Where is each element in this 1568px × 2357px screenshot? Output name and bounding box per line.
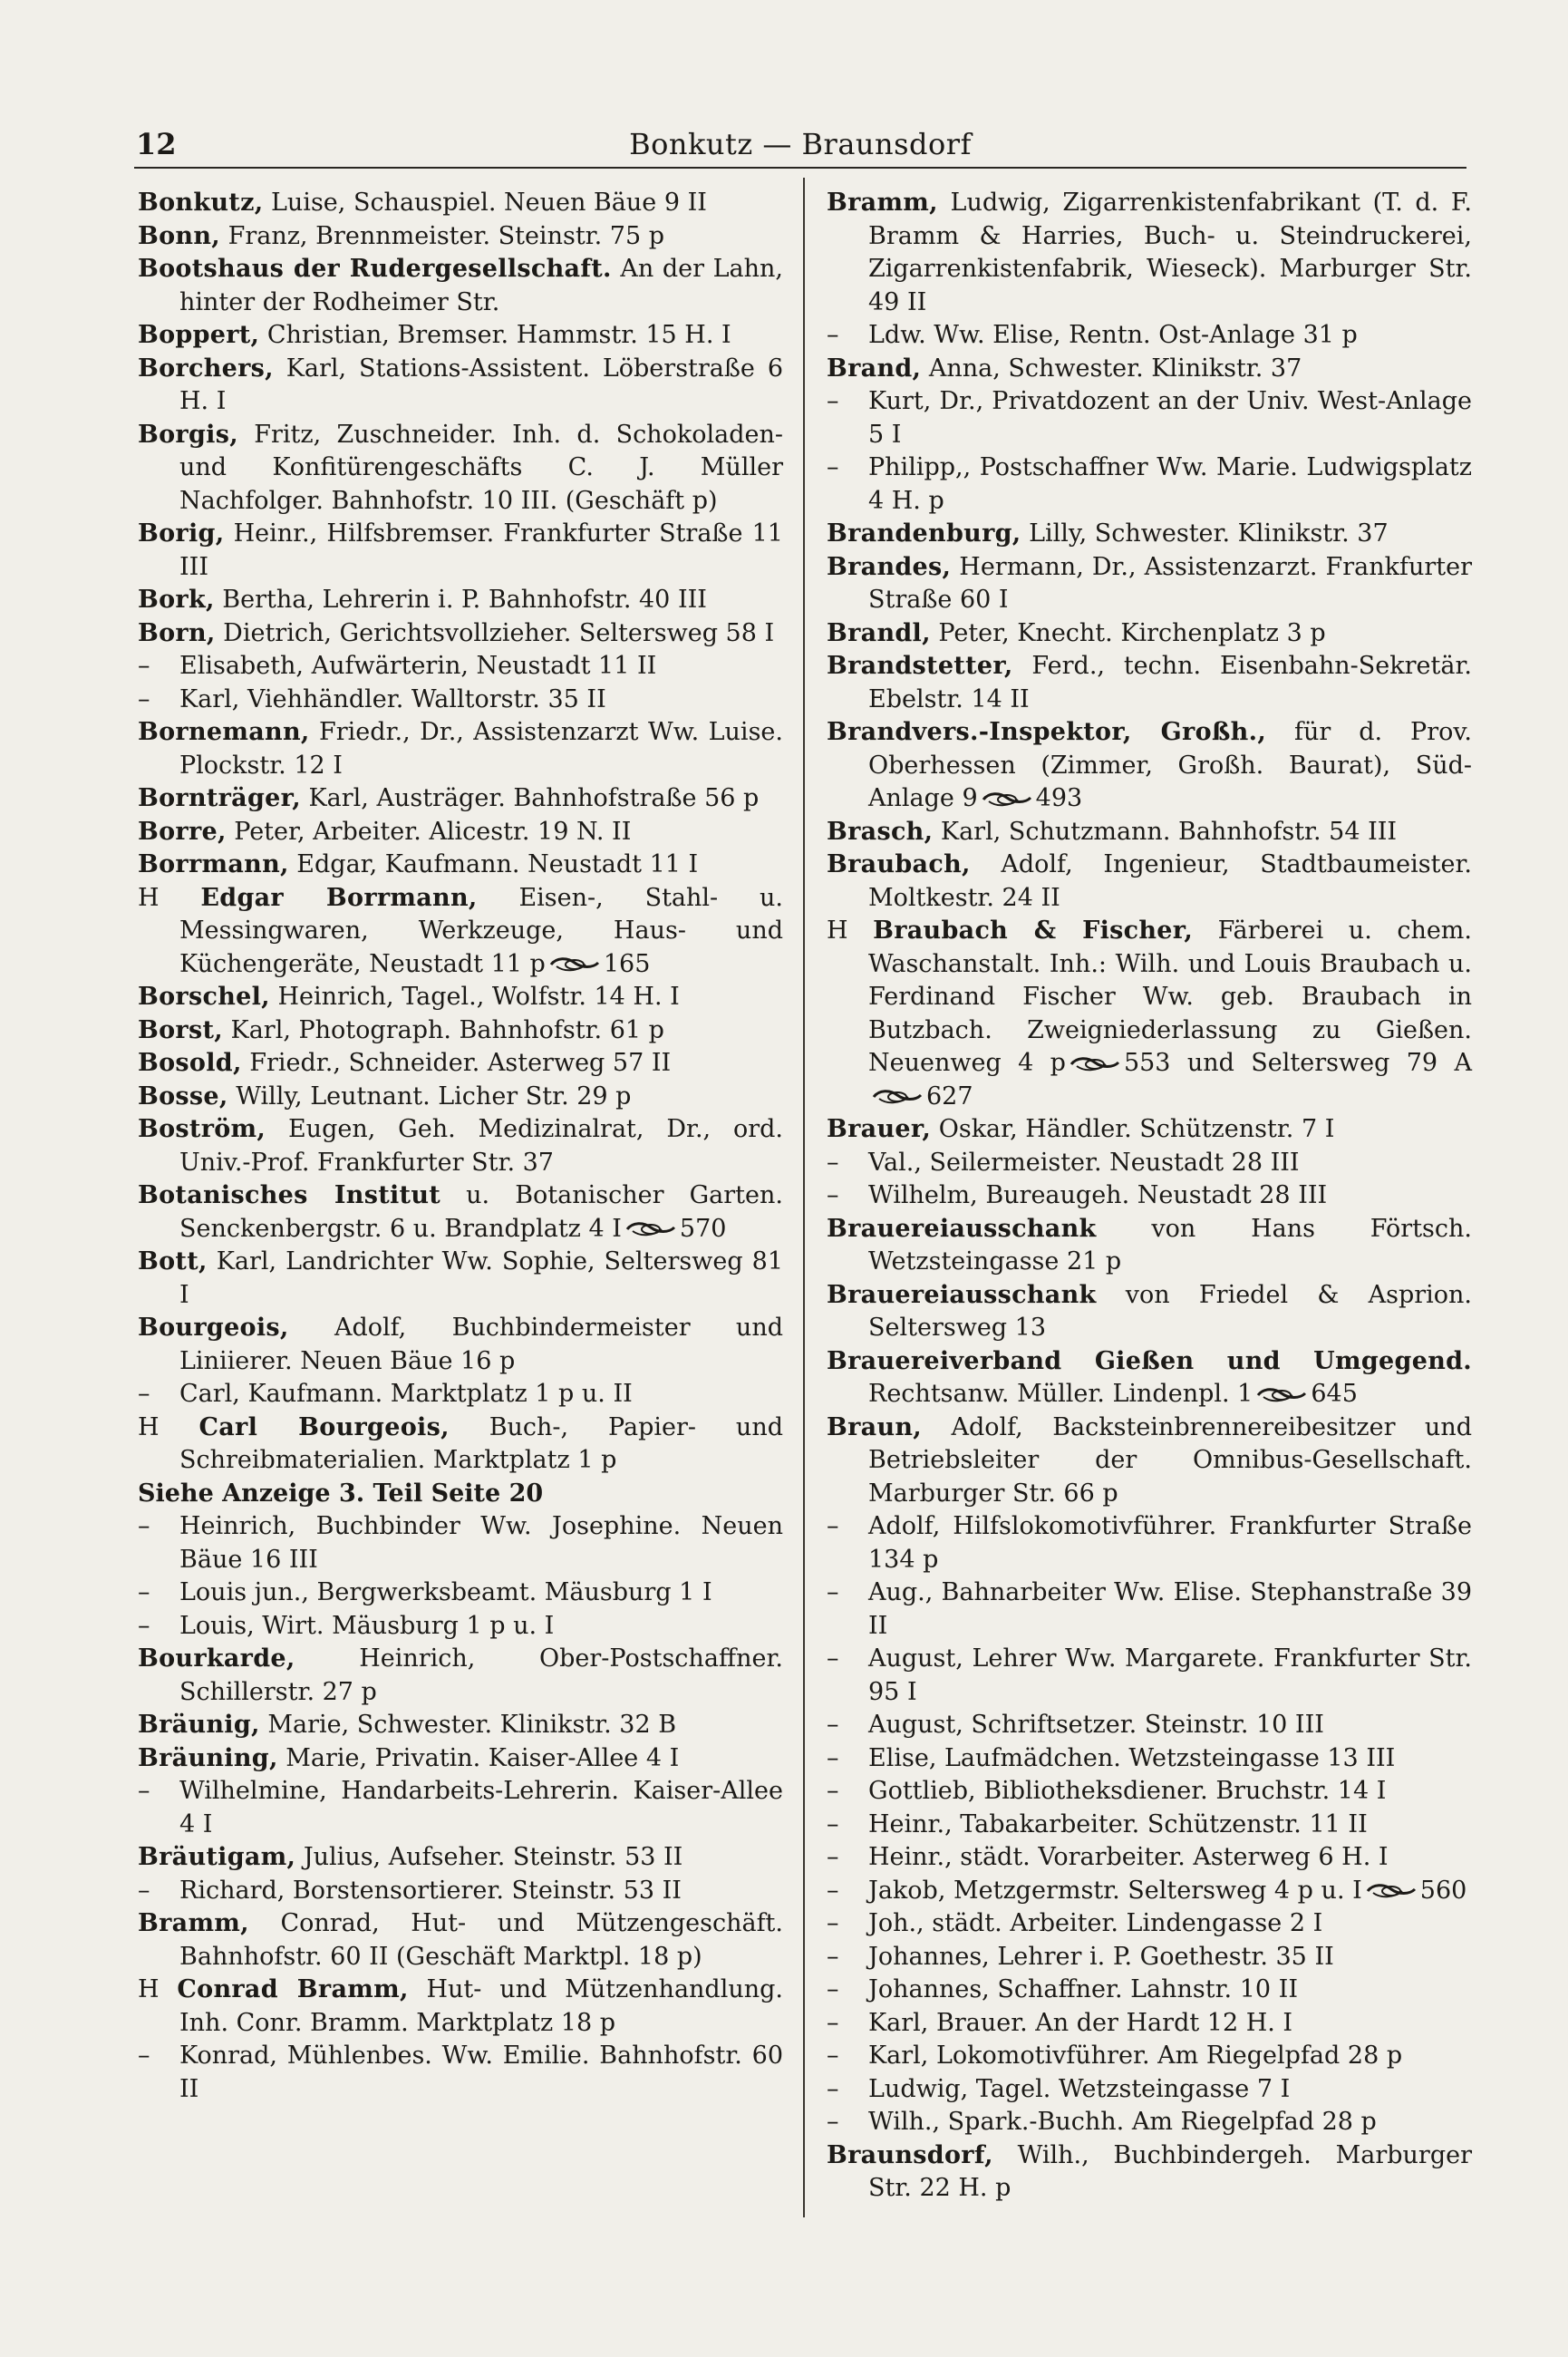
- directory-entry: [827, 1279, 1472, 1345]
- entry-details: Karl, Brauer. An der Hardt 12 H. I: [868, 2008, 1293, 2037]
- telephone-icon: [1070, 1055, 1120, 1073]
- entry-name: Brauer,: [827, 1115, 932, 1143]
- entry-details: Eugen, Geh. Medizinalrat, Dr., ord. Univ.-Prof. Frankfurter Str. 37: [179, 1115, 783, 1177]
- entry-name: Bourkarde,: [138, 1644, 295, 1673]
- directory-entry: [138, 816, 783, 849]
- entry-details: Karl, Stations-Assistent. Löberstraße 6 H. I: [179, 354, 783, 415]
- entry-details: Gottlieb, Bibliotheksdiener. Bruchstr. 14 I: [868, 1777, 1387, 1805]
- directory-entry: [138, 518, 783, 584]
- entry-details: Heinrich, Tagel., Wolfstr. 14 H. I: [269, 983, 680, 1011]
- entry-dash: –: [827, 2008, 839, 2037]
- directory-entry: [138, 1179, 783, 1246]
- entry-name: Borst,: [138, 1015, 223, 1044]
- directory-entry: [138, 1014, 783, 1048]
- page-number: 12: [136, 127, 177, 161]
- entry-details-continued: und Seltersweg 79 A: [1170, 1049, 1472, 1077]
- entry-details: u. Botanischer Garten. Senckenbergstr. 6 u. Brandplatz 4 I: [179, 1181, 783, 1243]
- column-divider: [803, 178, 805, 2217]
- entry-dash: –: [138, 1876, 150, 1905]
- phone-number: 560: [1419, 1876, 1467, 1905]
- entry-details: Louis jun., Bergwerksbeamt. Mäusburg 1 I: [179, 1578, 712, 1606]
- directory-entry: [138, 1411, 783, 1511]
- entry-dash: –: [827, 1975, 839, 2003]
- entry-details: Heinrich, Buchbinder Ww. Josephine. Neuen Bäue 16 III: [179, 1512, 783, 1574]
- entry-dash: –: [827, 453, 839, 481]
- directory-entry: [827, 1907, 1472, 1941]
- entry-details: Karl, Photograph. Bahnhofstr. 61 p: [222, 1015, 664, 1044]
- entry-name: Carl Bourgeois,: [198, 1412, 450, 1441]
- directory-entry: [827, 2139, 1472, 2206]
- entry-details: Hermann, Dr., Assistenzarzt. Frankfurter Straße 60 I: [868, 552, 1472, 614]
- directory-entry: [827, 2007, 1472, 2041]
- directory-entry: [827, 1510, 1472, 1576]
- entry-details: Kurt, Dr., Privatdozent an der Univ. West-Anlage 5 I: [868, 387, 1472, 449]
- entry-details: für d. Prov. Oberhessen (Zimmer, Großh. Baurat), Süd-Anlage 9: [868, 718, 1472, 812]
- entry-name: Botanisches Institut: [138, 1181, 441, 1209]
- entry-name: Borre,: [138, 817, 227, 846]
- entry-name: Bräunig,: [138, 1711, 260, 1739]
- entry-name: Brandstetter,: [827, 652, 1013, 680]
- entry-details: Edgar, Kaufmann. Neustadt 11 I: [288, 850, 699, 878]
- directory-entry: [827, 1841, 1472, 1875]
- phone-number: 553: [1123, 1049, 1171, 1077]
- entry-name: Braubach & Fischer,: [873, 917, 1194, 945]
- entry-name: Boppert,: [138, 321, 260, 349]
- entry-dash: –: [827, 1578, 839, 1606]
- entry-name: Borschel,: [138, 983, 270, 1011]
- entry-details: Marie, Privatin. Kaiser-Allee 4 I: [277, 1743, 680, 1772]
- directory-entry: [827, 915, 1472, 1113]
- phone-number: 570: [679, 1214, 727, 1243]
- entry-details: Peter, Arbeiter. Alicestr. 19 N. II: [226, 817, 632, 846]
- entry-dash: –: [138, 1512, 150, 1540]
- entry-details: Jakob, Metzgermstr. Seltersweg 4 p u. I: [868, 1876, 1362, 1905]
- entry-details: von Friedel & Asprion. Seltersweg 13: [868, 1280, 1472, 1342]
- directory-entry: [827, 1643, 1472, 1709]
- entry-dash: –: [827, 1743, 839, 1772]
- telephone-icon: [872, 1088, 923, 1106]
- entry-dash: –: [827, 1148, 839, 1177]
- entry-details: Adolf, Ingenieur, Stadtbaumeister. Moltkestr. 24 II: [868, 850, 1472, 912]
- firm-marker: H: [827, 917, 874, 945]
- entry-dash: –: [138, 1380, 150, 1408]
- directory-entry: [827, 1411, 1472, 1511]
- directory-entry: [827, 1974, 1472, 2007]
- telephone-icon: [549, 955, 600, 974]
- entry-name: Bonkutz,: [138, 189, 264, 217]
- entry-details: Aug., Bahnarbeiter Ww. Elise. Stephanstraße 39 II: [868, 1578, 1472, 1640]
- entry-details: Karl, Landrichter Ww. Sophie, Seltersweg 81 I: [179, 1247, 783, 1309]
- entry-name: Borgis,: [138, 420, 238, 449]
- entry-name: Braunsdorf,: [827, 2140, 993, 2169]
- directory-entry: [827, 451, 1472, 518]
- entry-details: Luise, Schauspiel. Neuen Bäue 9 II: [263, 189, 707, 217]
- entry-dash: –: [827, 1181, 839, 1209]
- entry-name: Edgar Borrmann,: [200, 883, 478, 912]
- entry-name: Borchers,: [138, 354, 274, 383]
- entry-details: Ludwig, Zigarrenkistenfabrikant (T. d. F. Bramm & Harries, Buch- u. Steindruckerei, Zigarrenkistenfabrik, Wieseck). Marburger Str. 49 II: [868, 189, 1472, 316]
- entry-details: Franz, Brennmeister. Steinstr. 75 p: [220, 221, 664, 250]
- entry-details: Julius, Aufseher. Steinstr. 53 II: [295, 1843, 683, 1871]
- phone-number: 165: [603, 949, 651, 978]
- entry-name: Brauereiausschank: [827, 1280, 1097, 1309]
- directory-entry: [827, 1742, 1472, 1776]
- directory-entry: [138, 716, 783, 782]
- firm-marker: H: [138, 883, 201, 912]
- directory-entry: [138, 1875, 783, 1908]
- entry-details: Konrad, Mühlenbes. Ww. Emilie. Bahnhofstr. 60 II: [179, 2042, 783, 2103]
- entry-dash: –: [827, 2108, 839, 2136]
- directory-entry: [138, 1510, 783, 1576]
- directory-entry: [138, 319, 783, 353]
- entry-details: Elisabeth, Aufwärterin, Neustadt 11 II: [179, 652, 657, 680]
- entry-details: Wilhelm, Bureaugeh. Neustadt 28 III: [868, 1181, 1328, 1209]
- page-header: [134, 125, 1466, 169]
- firm-marker: H: [138, 1412, 199, 1441]
- entry-name: Bork,: [138, 586, 215, 614]
- directory-entry: [138, 253, 783, 319]
- directory-entry: [138, 187, 783, 220]
- entry-name: Bootshaus der Rudergesellschaft.: [138, 255, 612, 283]
- entry-name: Bramm,: [138, 1909, 249, 1937]
- entry-details: Marie, Schwester. Klinikstr. 32 B: [259, 1711, 677, 1739]
- entry-details: Richard, Borstensortierer. Steinstr. 53 II: [179, 1876, 682, 1905]
- entry-details: Lilly, Schwester. Klinikstr. 37: [1021, 519, 1389, 548]
- entry-details: Ferd., techn. Eisenbahn-Sekretär. Ebelstr. 14 II: [868, 652, 1472, 713]
- entry-details: Johannes, Lehrer i. P. Goethestr. 35 II: [868, 1942, 1334, 1971]
- entry-details: Wilhelmine, Handarbeits-Lehrerin. Kaiser-Allee 4 I: [179, 1777, 783, 1838]
- entry-details: Conrad, Hut- und Mützengeschäft. Bahnhofstr. 60 II (Geschäft Marktpl. 18 p): [179, 1909, 783, 1971]
- directory-entry: [138, 1081, 783, 1114]
- entry-details: Karl, Lokomotivführer. Am Riegelpfad 28 p: [868, 2042, 1403, 2070]
- directory-entry: [138, 882, 783, 982]
- directory-entry: [138, 1907, 783, 1974]
- entry-name: Bornemann,: [138, 718, 310, 746]
- entry-dash: –: [827, 1843, 839, 1871]
- directory-entry: [827, 1213, 1472, 1279]
- directory-entry: [138, 1047, 783, 1081]
- entry-details: Adolf, Hilfslokomotivführer. Frankfurter Straße 134 p: [868, 1512, 1472, 1574]
- entry-dash: –: [827, 1644, 839, 1673]
- telephone-icon: [1366, 1882, 1417, 1900]
- entry-details: Adolf, Buchbindermeister und Liniierer. Neuen Bäue 16 p: [179, 1314, 783, 1375]
- entry-name: Bosold,: [138, 1049, 242, 1077]
- entry-details: Bertha, Lehrerin i. P. Bahnhofstr. 40 III: [214, 586, 707, 614]
- directory-entry: [827, 1179, 1472, 1213]
- running-head: Bonkutz — Braunsdorf: [629, 127, 972, 161]
- entry-details: Rechtsanw. Müller. Lindenpl. 1: [868, 1380, 1253, 1408]
- directory-entry: [827, 1809, 1472, 1842]
- entry-name: Bräuning,: [138, 1743, 278, 1772]
- directory-entry: [827, 716, 1472, 816]
- entry-name: Brand,: [827, 354, 922, 383]
- entry-details: Buch-, Papier- und Schreibmaterialien. Marktplatz 1 p: [179, 1412, 783, 1474]
- entry-details: Johannes, Schaffner. Lahnstr. 10 II: [868, 1975, 1298, 2003]
- entry-name: Braun,: [827, 1412, 923, 1441]
- entry-details: Elise, Laufmädchen. Wetzsteingasse 13 III: [868, 1743, 1396, 1772]
- directory-entry: [138, 782, 783, 816]
- directory-entry: [827, 1113, 1472, 1147]
- entry-name: Brasch,: [827, 817, 934, 846]
- entry-name: Brandenburg,: [827, 519, 1021, 548]
- directory-entry: [138, 584, 783, 617]
- directory-entry: [827, 650, 1472, 716]
- directory-entry: [138, 353, 783, 419]
- entry-details: Philipp,, Postschaffner Ww. Marie. Ludwigsplatz 4 H. p: [868, 453, 1472, 515]
- entry-details: Oskar, Händler. Schützenstr. 7 I: [931, 1115, 1335, 1143]
- directory-entry: [138, 2040, 783, 2106]
- firm-marker: H: [138, 1975, 178, 2003]
- entry-details: Ldw. Ww. Elise, Rentn. Ost-Anlage 31 p: [868, 321, 1358, 349]
- directory-entry: [827, 1875, 1472, 1908]
- directory-entry: [827, 187, 1472, 319]
- entry-name: Born,: [138, 618, 216, 647]
- entry-name: Brandes,: [827, 552, 952, 581]
- directory-entry: [138, 1841, 783, 1875]
- entry-dash: –: [138, 1578, 150, 1606]
- directory-entry: [138, 1709, 783, 1742]
- entry-details: Karl, Austräger. Bahnhofstraße 56 p: [300, 784, 760, 812]
- directory-entry: [827, 385, 1472, 451]
- entry-dash: –: [827, 321, 839, 349]
- entry-details: Friedr., Dr., Assistenzarzt Ww. Luise. Plockstr. 12 I: [179, 718, 783, 780]
- entry-details: Wilh., Buchbindergeh. Marburger Str. 22 H. p: [868, 2140, 1472, 2202]
- entry-name: Brandvers.-Inspektor, Großh.,: [827, 718, 1267, 746]
- entry-dash: –: [827, 1711, 839, 1739]
- left-column: [138, 187, 783, 2106]
- entry-details: Dietrich, Gerichtsvollzieher. Seltersweg 58 I: [215, 618, 775, 647]
- entry-details: Karl, Viehhändler. Walltorstr. 35 II: [179, 684, 606, 713]
- entry-dash: –: [827, 1942, 839, 1971]
- entry-details: Heinr., städt. Vorarbeiter. Asterweg 6 H. I: [868, 1843, 1389, 1871]
- entry-name: Bramm,: [827, 189, 938, 217]
- telephone-icon: [982, 791, 1032, 809]
- directory-entry: [138, 1113, 783, 1179]
- entry-dash: –: [827, 1909, 839, 1937]
- directory-entry: [138, 650, 783, 684]
- entry-dash: –: [138, 652, 150, 680]
- phone-number: 627: [926, 1082, 973, 1111]
- directory-entry: [827, 816, 1472, 849]
- entry-details: August, Schriftsetzer. Steinstr. 10 III: [868, 1711, 1324, 1739]
- directory-entry: [138, 220, 783, 254]
- entry-name: Braubach,: [827, 850, 971, 878]
- entry-name: Brauereiverband Gießen und Umgegend.: [827, 1346, 1472, 1375]
- telephone-icon: [1256, 1386, 1307, 1404]
- entry-dash: –: [138, 1777, 150, 1805]
- entry-name: Brauereiausschank: [827, 1214, 1097, 1243]
- directory-entry: [138, 1378, 783, 1411]
- entry-dash: –: [138, 2042, 150, 2070]
- directory-entry: [138, 1312, 783, 1378]
- directory-entry: [138, 849, 783, 882]
- phone-number: 645: [1311, 1380, 1358, 1408]
- directory-entry: [138, 1775, 783, 1841]
- entry-details: Wilh., Spark.-Buchh. Am Riegelpfad 28 p: [868, 2108, 1377, 2136]
- entry-name: Borrmann,: [138, 850, 289, 878]
- directory-entry: [827, 2106, 1472, 2139]
- right-column: [827, 187, 1472, 2206]
- entry-details: Louis, Wirt. Mäusburg 1 p u. I: [179, 1611, 555, 1640]
- entry-name: Bräutigam,: [138, 1843, 296, 1871]
- directory-entry: [827, 1709, 1472, 1742]
- entry-dash: –: [827, 1777, 839, 1805]
- directory-entry: [138, 684, 783, 717]
- entry-details: Ludwig, Tagel. Wetzsteingasse 7 I: [868, 2074, 1291, 2103]
- entry-dash: –: [827, 1809, 839, 1838]
- directory-entry: [138, 1576, 783, 1610]
- entry-name: Bott,: [138, 1247, 208, 1275]
- entry-dash: –: [827, 2042, 839, 2070]
- directory-entry: [138, 981, 783, 1014]
- entry-details: Peter, Knecht. Kirchenplatz 3 p: [930, 618, 1326, 647]
- entry-details: Heinr., Tabakarbeiter. Schützenstr. 11 II: [868, 1809, 1368, 1838]
- entry-name: Boström,: [138, 1115, 266, 1143]
- entry-dash: –: [827, 2074, 839, 2103]
- entry-details: Willy, Leutnant. Licher Str. 29 p: [227, 1082, 632, 1111]
- entry-name: Borig,: [138, 519, 225, 548]
- entry-name: Bosse,: [138, 1082, 228, 1111]
- entry-details: Val., Seilermeister. Neustadt 28 III: [868, 1148, 1300, 1177]
- directory-entry: [138, 1643, 783, 1709]
- entry-details: An der Lahn, hinter der Rodheimer Str.: [179, 255, 783, 316]
- directory-entry: [138, 1246, 783, 1312]
- entry-details: Fritz, Zuschneider. Inh. d. Schokoladen- und Konfitürengeschäfts C. J. Müller Nachfolger. Bahnhofstr. 10 III. (Geschäft p): [179, 420, 783, 515]
- entry-details: Carl, Kaufmann. Marktplatz 1 p u. II: [179, 1380, 633, 1408]
- directory-entry: [827, 617, 1472, 651]
- telephone-icon: [625, 1220, 676, 1238]
- entry-name: Bourgeois,: [138, 1314, 289, 1342]
- entry-dash: –: [827, 1876, 839, 1905]
- entry-dash: –: [827, 387, 839, 415]
- entry-dash: –: [827, 1512, 839, 1540]
- directory-entry: [827, 1576, 1472, 1643]
- directory-entry: [827, 849, 1472, 915]
- entry-details: Heinr., Hilfsbremser. Frankfurter Straße 11 III: [179, 519, 783, 581]
- advertisement-reference: Siehe Anzeige 3. Teil Seite 20: [138, 1479, 544, 1508]
- entry-dash: –: [138, 1611, 150, 1640]
- phone-number: 493: [1035, 784, 1083, 812]
- directory-entry: [827, 353, 1472, 386]
- entry-details: Friedr., Schneider. Asterweg 57 II: [241, 1049, 672, 1077]
- directory-entry: [138, 419, 783, 519]
- entry-dash: –: [138, 684, 150, 713]
- entry-details: Joh., städt. Arbeiter. Lindengasse 2 I: [868, 1909, 1323, 1937]
- entry-name: Bornträger,: [138, 784, 301, 812]
- entry-details: August, Lehrer Ww. Margarete. Frankfurter Str. 95 I: [868, 1644, 1472, 1706]
- entry-details: Heinrich, Ober-Postschaffner. Schillerstr. 27 p: [179, 1644, 783, 1706]
- entry-details: Karl, Schutzmann. Bahnhofstr. 54 III: [933, 817, 1398, 846]
- directory-entry: [138, 1610, 783, 1644]
- directory-entry: [827, 1345, 1472, 1411]
- directory-entry: [827, 2040, 1472, 2073]
- entry-details: Adolf, Backsteinbrennereibesitzer und Betriebsleiter der Omnibus-Gesellschaft. Marburger Str. 66 p: [868, 1412, 1472, 1508]
- entry-name: Conrad Bramm,: [177, 1975, 409, 2003]
- directory-entry: [138, 1742, 783, 1776]
- entry-details: Hut- und Mützenhandlung. Inh. Conr. Bramm. Marktplatz 18 p: [179, 1975, 783, 2037]
- entry-details: Christian, Bremser. Hammstr. 15 H. I: [259, 321, 731, 349]
- directory-entry: [827, 551, 1472, 617]
- directory-entry: [138, 1974, 783, 2040]
- entry-name: Bonn,: [138, 221, 220, 250]
- directory-entry: [827, 319, 1472, 353]
- directory-entry: [138, 617, 783, 651]
- directory-entry: [827, 518, 1472, 551]
- directory-entry: [827, 1147, 1472, 1180]
- directory-entry: [827, 1941, 1472, 1974]
- entry-details: von Hans Förtsch. Wetzsteingasse 21 p: [868, 1214, 1472, 1275]
- entry-details: Färberei u. chem. Waschanstalt. Inh.: Wilh. und Louis Braubach u. Ferdinand Fischer Ww. geb. Braubach in Butzbach. Zweigniederlassung zu Gießen. Neuenweg 4 p: [868, 917, 1472, 1077]
- directory-entry: [827, 2073, 1472, 2107]
- entry-name: Brandl,: [827, 618, 931, 647]
- entry-details: Eisen-, Stahl- u. Messingwaren, Werkzeuge, Haus- und Küchengeräte, Neustadt 11 p: [179, 883, 783, 978]
- entry-details: Anna, Schwester. Klinikstr. 37: [921, 354, 1302, 383]
- directory-entry: [827, 1775, 1472, 1809]
